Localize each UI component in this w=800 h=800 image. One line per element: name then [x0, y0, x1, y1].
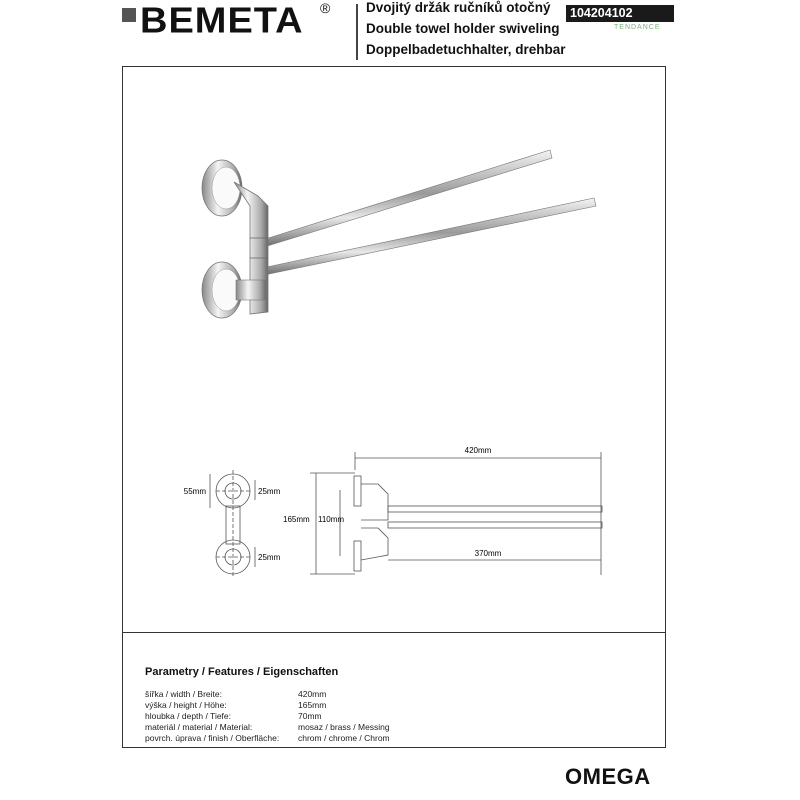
feature-value-material: mosaz / brass / Messing: [298, 722, 390, 732]
title-czech: Dvojitý držák ručníků otočný: [366, 0, 551, 15]
feature-value-depth: 70mm: [298, 711, 322, 721]
dim-bar-length: 370mm: [474, 549, 502, 558]
product-code: 104204102: [566, 5, 674, 22]
registered-mark: ®: [320, 0, 331, 16]
dim-width: 420mm: [464, 446, 492, 455]
feature-label-height: výška / height / Höhe:: [145, 700, 227, 710]
feature-label-finish: povrch. úprava / finish / Oberfläche:: [145, 733, 280, 743]
feature-value-width: 420mm: [298, 689, 327, 699]
brand-logo: BEMETA: [140, 1, 304, 41]
feature-value-finish: chrom / chrome / Chrom: [298, 733, 390, 743]
feature-label-depth: hloubka / depth / Tiefe:: [145, 711, 232, 721]
dim-plate: 55mm: [183, 487, 206, 496]
tendance-badge: TENDANCE: [614, 24, 661, 31]
dim-offset-top: 25mm: [258, 487, 281, 496]
title-german: Doppelbadetuchhalter, drehbar: [366, 42, 566, 57]
dim-spacing: 110mm: [318, 515, 345, 524]
dim-offset-bottom: 25mm: [258, 553, 281, 562]
features-heading: Parametry / Features / Eigenschaften: [145, 666, 339, 678]
feature-value-height: 165mm: [298, 700, 327, 710]
dim-height: 165mm: [283, 515, 310, 524]
feature-label-width: šířka / width / Breite:: [145, 689, 222, 699]
product-name: OMEGA: [565, 764, 651, 789]
feature-label-material: materiál / material / Material:: [145, 722, 253, 732]
title-english: Double towel holder swiveling: [366, 21, 560, 36]
